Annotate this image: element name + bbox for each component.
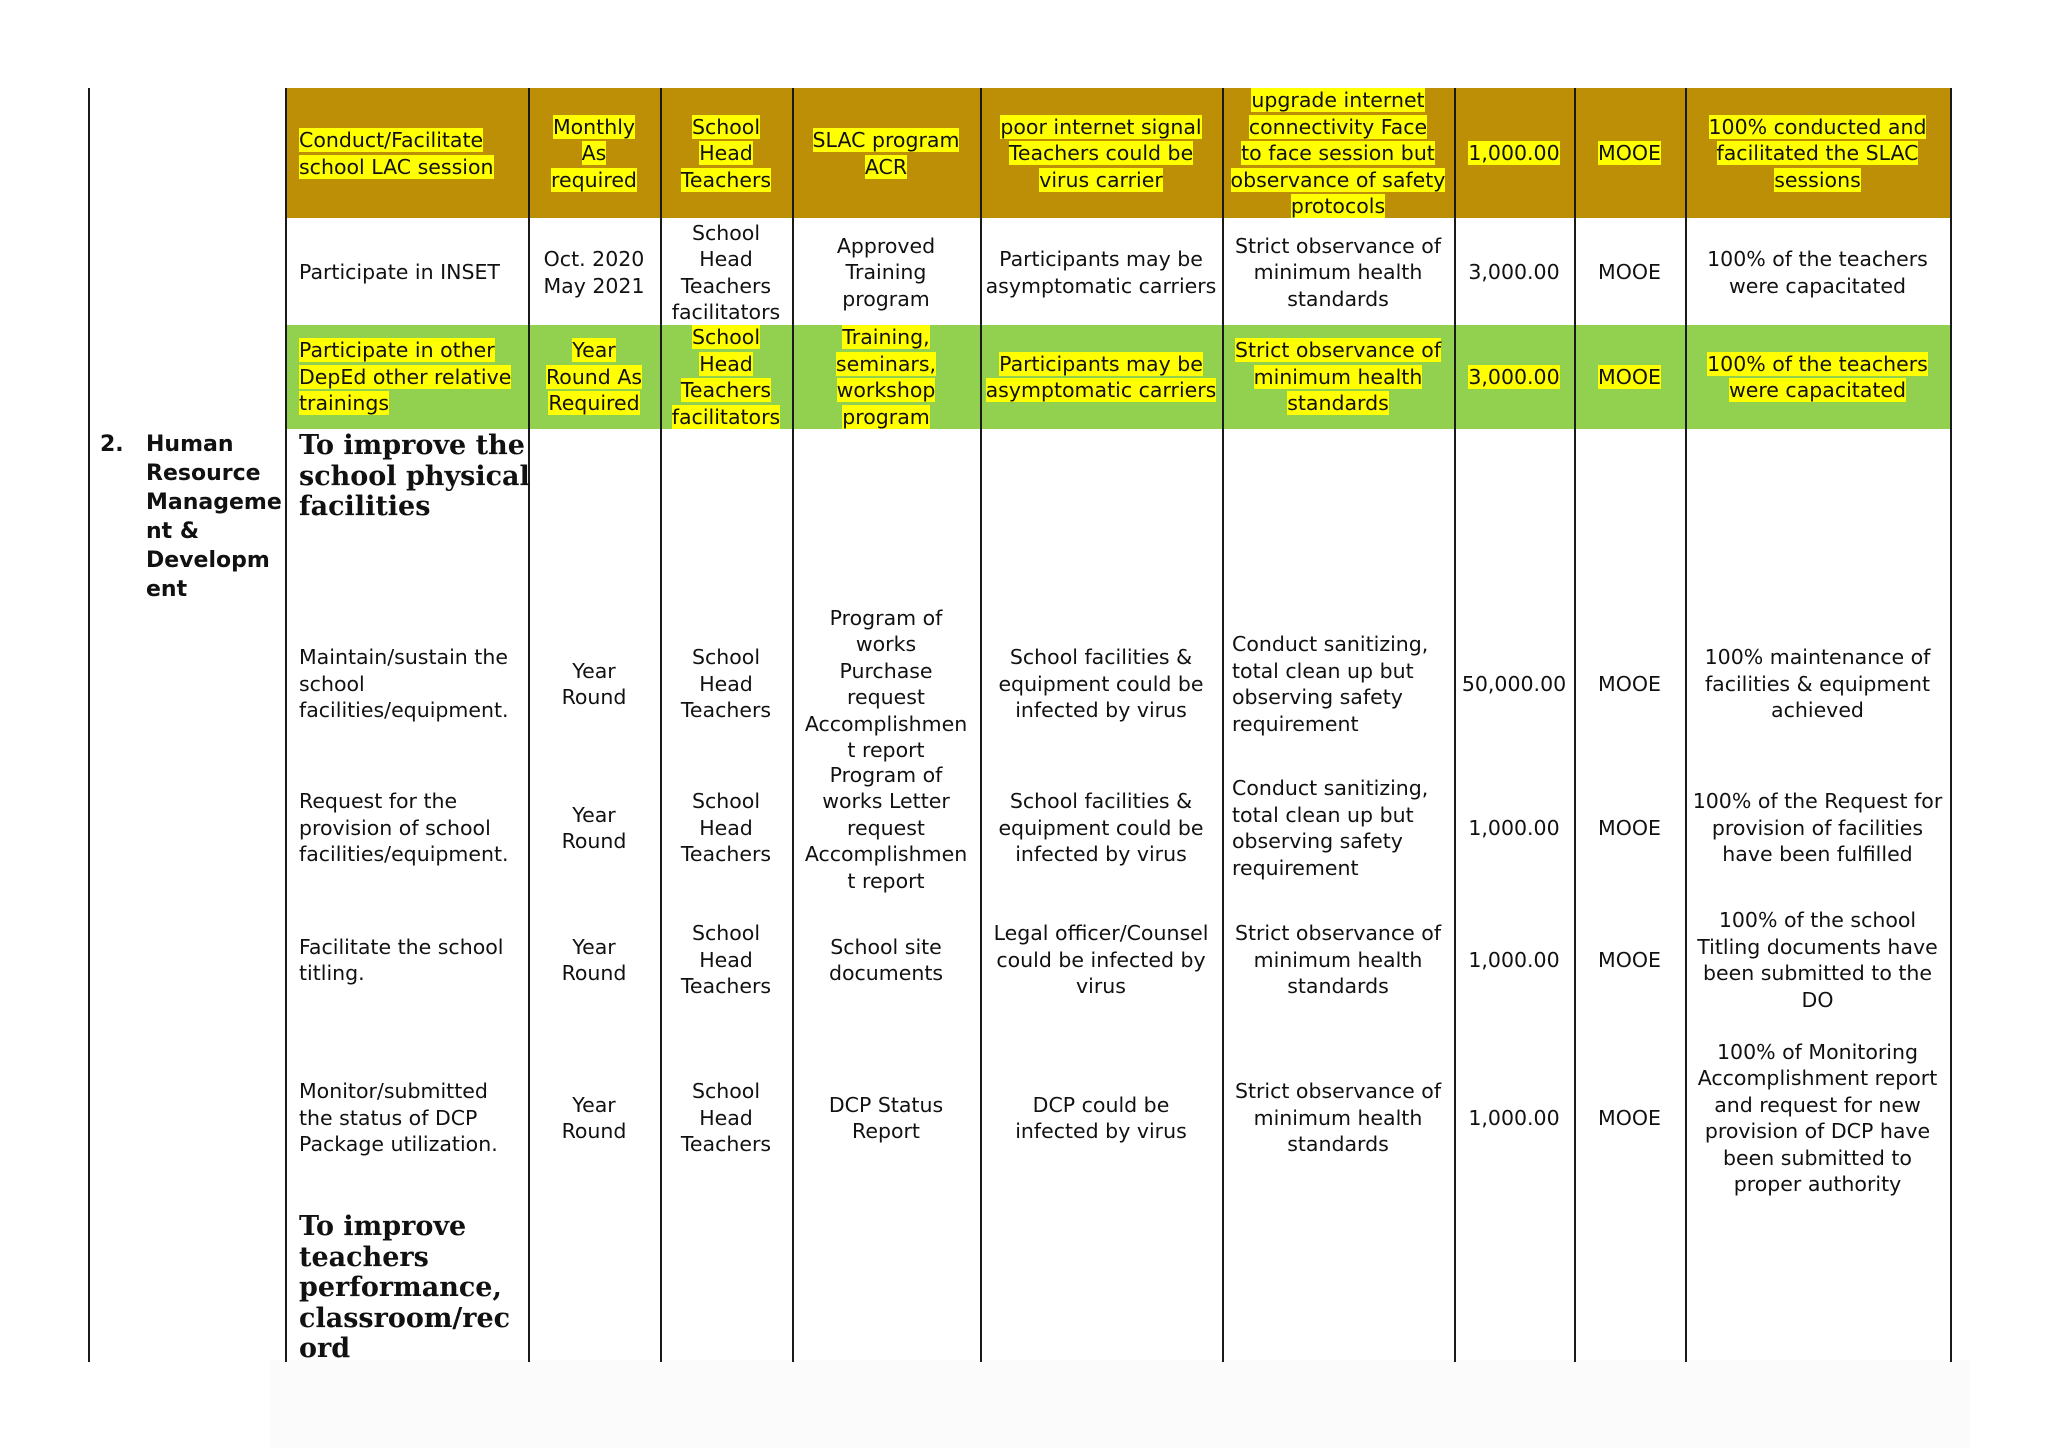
cell-mitigation	[1232, 775, 1456, 881]
cell-text: ACR	[864, 154, 908, 179]
cell-text: Program of	[829, 605, 943, 630]
cell-text: 1,000.00	[1468, 947, 1560, 972]
cell-text: Round	[561, 685, 627, 709]
cell-mitigation	[1226, 233, 1450, 313]
cell-text: could be infected by	[996, 947, 1206, 972]
cell-text: School facilities &	[1009, 789, 1193, 814]
heading-line: To improve	[299, 1211, 467, 1242]
cell-resources	[796, 605, 976, 764]
cell-text: poor internet signal	[1000, 114, 1202, 139]
cell-text: Teachers	[680, 378, 772, 402]
cell-text: virus	[1076, 974, 1126, 999]
heading-line: performance,	[299, 1272, 502, 1303]
cell-text: Legal officer/Counsel	[993, 921, 1209, 946]
cell-persons	[664, 1078, 788, 1158]
cell-text: to face session but	[1241, 141, 1435, 166]
cell-text: titling.	[299, 961, 365, 985]
cell-text: t report	[847, 738, 925, 762]
cell-text: required	[551, 167, 637, 192]
heading-line: classroom/rec	[299, 1302, 511, 1334]
cell-text: Teachers	[680, 1132, 772, 1157]
cell-text: Report	[852, 1119, 920, 1143]
cell-text: facilities/equipment.	[299, 842, 509, 867]
cell-text: MOOE	[1598, 947, 1661, 972]
cell-text: Teachers	[680, 842, 772, 867]
cell-source	[1578, 259, 1681, 286]
cell-text: 1,000.00	[1468, 815, 1560, 840]
cell-text: facilities & equipment	[1704, 671, 1931, 696]
cell-text: Round	[561, 829, 627, 853]
cell-text: 100% of the Request for	[1692, 789, 1943, 814]
cell-text: Year	[572, 658, 616, 683]
cell-text: DO	[1801, 987, 1834, 1012]
cell-amount	[1458, 671, 1570, 698]
cell-activity	[299, 337, 524, 417]
cell-activity	[299, 644, 524, 724]
cell-text: SLAC program	[812, 128, 960, 152]
cell-text: infected by virus	[1015, 698, 1187, 723]
cell-text: been submitted to the	[1702, 961, 1933, 985]
cell-time	[534, 114, 654, 194]
cell-persons	[664, 644, 788, 724]
cell-time	[534, 337, 654, 417]
cell-text: DCP Status	[828, 1092, 944, 1117]
cell-activity	[299, 127, 524, 180]
area-title-line: ent	[146, 577, 188, 602]
col-line-6	[1222, 88, 1224, 1362]
cell-text: Strict observance of	[1234, 1079, 1442, 1104]
cell-text: 1,000.00	[1468, 1105, 1560, 1130]
cell-text: school	[299, 671, 365, 696]
cell-text: MOOE	[1598, 260, 1661, 285]
cell-text: 100% of Monitoring	[1716, 1039, 1919, 1064]
cell-mitigation	[1226, 1078, 1450, 1158]
cell-text: request	[847, 685, 925, 709]
cell-text: infected by virus	[1015, 842, 1187, 867]
cell-text: Round As	[545, 364, 643, 389]
cell-text: seminars,	[835, 351, 937, 376]
cell-activity	[299, 934, 524, 987]
heading-line: facilities	[299, 491, 431, 522]
cell-text: Strict observance of	[1234, 338, 1442, 363]
cell-amount	[1458, 1105, 1570, 1132]
cell-text: 3,000.00	[1468, 260, 1560, 285]
cell-source	[1578, 364, 1681, 391]
area-title-line: Human	[146, 432, 234, 457]
cell-text: Year	[572, 338, 616, 363]
col-line-5	[980, 88, 982, 1362]
cell-text: School	[691, 220, 761, 245]
cell-persons	[664, 788, 788, 868]
cell-text: have been fulfilled	[1722, 842, 1913, 867]
cell-text: Accomplishmen	[804, 711, 968, 736]
heading-line: ord	[299, 1333, 351, 1364]
cell-text: Head	[699, 671, 753, 696]
cell-resources	[796, 233, 976, 313]
cell-text: asymptomatic carriers	[985, 273, 1217, 298]
cell-text: request	[847, 815, 925, 840]
cell-text: virus carrier	[1039, 167, 1163, 192]
cell-text: Conduct sanitizing,	[1232, 632, 1429, 656]
cell-text: Head	[699, 1105, 753, 1130]
cell-resources	[796, 127, 976, 180]
cell-text: provision of school	[299, 815, 491, 840]
cell-text: 100% of the teachers	[1707, 247, 1928, 271]
cell-text: Program of	[829, 762, 943, 787]
cell-text: standards	[1287, 1132, 1389, 1157]
cell-risk	[984, 788, 1218, 868]
cell-text: works Letter	[822, 789, 950, 814]
cell-text: Monitor/submitted	[299, 1079, 488, 1104]
cell-text: Participate in other	[299, 338, 495, 363]
cell-indicator	[1689, 907, 1946, 1013]
cell-text: Conduct/Facilitate	[299, 128, 484, 152]
cell-risk	[984, 920, 1218, 1000]
cell-text: Head	[699, 815, 753, 840]
cell-text: minimum health	[1253, 1105, 1423, 1130]
cell-text: observing safety	[1232, 829, 1403, 853]
cell-text: documents	[828, 961, 944, 985]
cell-text: Participants may be	[999, 351, 1203, 376]
cell-text: School	[691, 645, 761, 670]
cell-indicator	[1689, 1039, 1946, 1198]
cell-resources	[796, 762, 976, 895]
cell-text: facilitators	[671, 300, 781, 324]
area-title	[146, 430, 282, 604]
cell-indicator	[1689, 788, 1946, 868]
heading-line: school physical	[299, 460, 530, 492]
cell-indicator	[1689, 351, 1946, 404]
cell-text: equipment could be	[998, 815, 1204, 840]
cell-text: Maintain/sustain the	[299, 645, 508, 670]
cell-text: standards	[1287, 391, 1389, 416]
cell-text: observance of safety	[1230, 167, 1446, 192]
cell-text: 1,000.00	[1468, 141, 1560, 166]
cell-text: upgrade internet	[1251, 88, 1425, 113]
cell-text: School	[691, 789, 761, 814]
area-title-line: Developm	[146, 548, 270, 573]
cell-text: MOOE	[1598, 815, 1661, 840]
cell-text: Head	[699, 141, 753, 166]
cell-text: been submitted to	[1723, 1145, 1912, 1170]
cell-risk	[984, 351, 1218, 404]
cell-persons	[664, 220, 788, 326]
cell-text: total clean up but	[1232, 658, 1414, 683]
col-line-1	[285, 88, 287, 1362]
cell-text: works	[855, 632, 917, 656]
area-title-line: nt &	[146, 519, 200, 544]
cell-mitigation	[1232, 631, 1456, 737]
objective-heading-teachers	[299, 1212, 510, 1365]
cell-text: t report	[847, 868, 925, 893]
cell-text: trainings	[299, 391, 390, 416]
cell-persons	[664, 324, 788, 430]
cell-time	[534, 246, 654, 299]
cell-mitigation	[1226, 920, 1450, 1000]
cell-text: School site	[830, 934, 942, 959]
cell-text: Teachers	[680, 273, 772, 298]
cell-text: minimum health	[1253, 364, 1423, 389]
cell-text: were capacitated	[1728, 378, 1907, 402]
cell-text: 3,000.00	[1468, 364, 1560, 389]
cell-time	[534, 934, 654, 987]
cell-text: As	[581, 141, 607, 166]
cell-source	[1578, 815, 1681, 842]
cell-text: achieved	[1771, 698, 1864, 723]
cell-text: Participate in INSET	[299, 260, 500, 285]
cell-text: Strict observance of	[1234, 921, 1442, 946]
col-line-4	[792, 88, 794, 1362]
cell-text: MOOE	[1598, 1105, 1661, 1130]
cell-text: asymptomatic carriers	[985, 378, 1217, 402]
cell-text: Oct. 2020	[543, 247, 645, 271]
cell-text: Head	[699, 351, 753, 376]
cell-amount	[1458, 259, 1570, 286]
cell-text: proper authority	[1733, 1172, 1902, 1196]
cell-indicator	[1689, 114, 1946, 194]
cell-text: Head	[699, 947, 753, 972]
cell-text: Required	[548, 391, 640, 416]
cell-amount	[1458, 947, 1570, 974]
cell-risk	[984, 644, 1218, 724]
cell-text: requirement	[1232, 855, 1359, 880]
cell-text: Training	[845, 260, 927, 285]
cell-text: Facilitate the school	[299, 934, 504, 959]
cell-text: School	[691, 921, 761, 946]
cell-resources	[796, 324, 976, 430]
cell-text: Teachers	[680, 167, 772, 192]
cell-text: Training,	[842, 325, 930, 349]
area-title-line: Manageme	[146, 490, 282, 515]
cell-text: sessions	[1774, 167, 1861, 192]
cell-text: program	[842, 286, 930, 311]
cell-text: connectivity Face	[1248, 114, 1428, 139]
cell-text: Teachers	[680, 974, 772, 999]
col-line-8	[1574, 88, 1576, 1362]
cell-activity	[299, 259, 524, 286]
cell-text: Teachers could be	[1008, 141, 1194, 166]
cell-text: 50,000.00	[1461, 671, 1567, 696]
cell-text: 100% of the school	[1718, 908, 1917, 932]
cell-text: minimum health	[1253, 260, 1423, 285]
cell-text: Package utilization.	[299, 1132, 498, 1157]
cell-text: school LAC session	[299, 154, 494, 179]
heading-line: To improve the	[299, 430, 525, 461]
cell-activity	[299, 788, 524, 868]
cell-text: School facilities &	[1009, 645, 1193, 670]
cell-amount	[1458, 140, 1570, 167]
cell-source	[1578, 140, 1681, 167]
cell-text: Round	[561, 961, 627, 985]
cell-text: equipment could be	[998, 671, 1204, 696]
cell-text: Round	[561, 1119, 627, 1143]
area-number: 2.	[100, 432, 124, 457]
col-line-9	[1685, 88, 1687, 1362]
cell-risk	[984, 246, 1218, 299]
cell-text: facilitators	[671, 404, 781, 429]
cell-text: Titling documents have	[1697, 934, 1938, 959]
cell-text: facilitated the SLAC	[1716, 141, 1919, 166]
cell-text: MOOE	[1598, 364, 1661, 389]
cell-text: DCP could be	[1032, 1092, 1170, 1117]
col-line-3	[660, 88, 662, 1362]
cell-amount	[1458, 815, 1570, 842]
cell-source	[1578, 1105, 1681, 1132]
cell-text: standards	[1287, 974, 1389, 999]
cell-text: School	[691, 114, 761, 139]
cell-text: Strict observance of	[1234, 233, 1442, 258]
cell-activity	[299, 1078, 524, 1158]
cell-text: facilities/equipment.	[299, 698, 509, 723]
cell-text: May 2021	[543, 273, 645, 298]
heading-line: teachers	[299, 1241, 429, 1273]
cell-mitigation	[1226, 337, 1450, 417]
cell-text: total clean up but	[1232, 802, 1414, 827]
cell-persons	[664, 114, 788, 194]
cell-text: Year	[572, 802, 616, 827]
cell-indicator	[1689, 644, 1946, 724]
cell-text: and request for new	[1714, 1092, 1921, 1117]
cell-text: Teachers	[680, 698, 772, 723]
cell-risk	[984, 1092, 1218, 1145]
cell-text: standards	[1287, 286, 1389, 311]
objective-heading-facilities	[299, 431, 530, 523]
cell-time	[534, 1092, 654, 1145]
page-bottom-shade	[270, 1360, 1970, 1448]
cell-text: were capacitated	[1728, 273, 1907, 298]
cell-text: MOOE	[1598, 141, 1661, 166]
cell-text: Year	[572, 934, 616, 959]
cell-text: the status of DCP	[299, 1105, 478, 1130]
cell-text: Accomplishment report	[1697, 1066, 1938, 1090]
cell-text: School	[691, 1079, 761, 1104]
cell-text: Conduct sanitizing,	[1232, 776, 1429, 800]
cell-text: workshop	[836, 378, 936, 402]
cell-risk	[984, 114, 1218, 194]
area-title-line: Resource	[146, 461, 261, 486]
cell-text: Approved	[836, 233, 936, 258]
cell-text: minimum health	[1253, 947, 1423, 972]
cell-text: School	[691, 325, 761, 349]
cell-resources	[796, 1092, 976, 1145]
cell-text: Monthly	[552, 114, 636, 139]
cell-time	[534, 802, 654, 855]
cell-text: Purchase	[839, 658, 933, 683]
cell-text: 100% maintenance of	[1704, 645, 1931, 670]
cell-persons	[664, 920, 788, 1000]
cell-amount	[1458, 364, 1570, 391]
cell-text: observing safety	[1232, 685, 1403, 709]
col-line-0	[88, 88, 90, 1362]
cell-text: protocols	[1290, 194, 1386, 219]
cell-indicator	[1689, 246, 1946, 299]
cell-time	[534, 658, 654, 711]
cell-text: Participants may be	[999, 247, 1203, 271]
cell-text: provision of facilities	[1711, 815, 1924, 840]
cell-mitigation	[1226, 87, 1450, 220]
cell-text: MOOE	[1598, 671, 1661, 696]
col-line-2	[528, 88, 530, 1362]
cell-text: 100% conducted and	[1708, 114, 1927, 139]
cell-text: infected by virus	[1015, 1119, 1187, 1143]
cell-source	[1578, 671, 1681, 698]
col-line-10	[1950, 88, 1952, 1362]
cell-text: Year	[572, 1092, 616, 1117]
cell-text: provision of DCP have	[1704, 1119, 1931, 1143]
cell-text: DepEd other relative	[299, 364, 512, 389]
cell-text: requirement	[1232, 711, 1359, 736]
cell-text: 100% of the teachers	[1707, 351, 1928, 376]
cell-text: Request for the	[299, 789, 458, 814]
cell-source	[1578, 947, 1681, 974]
cell-resources	[796, 934, 976, 987]
cell-text: program	[842, 404, 930, 429]
cell-text: Accomplishmen	[804, 842, 968, 867]
cell-text: Head	[699, 247, 753, 271]
